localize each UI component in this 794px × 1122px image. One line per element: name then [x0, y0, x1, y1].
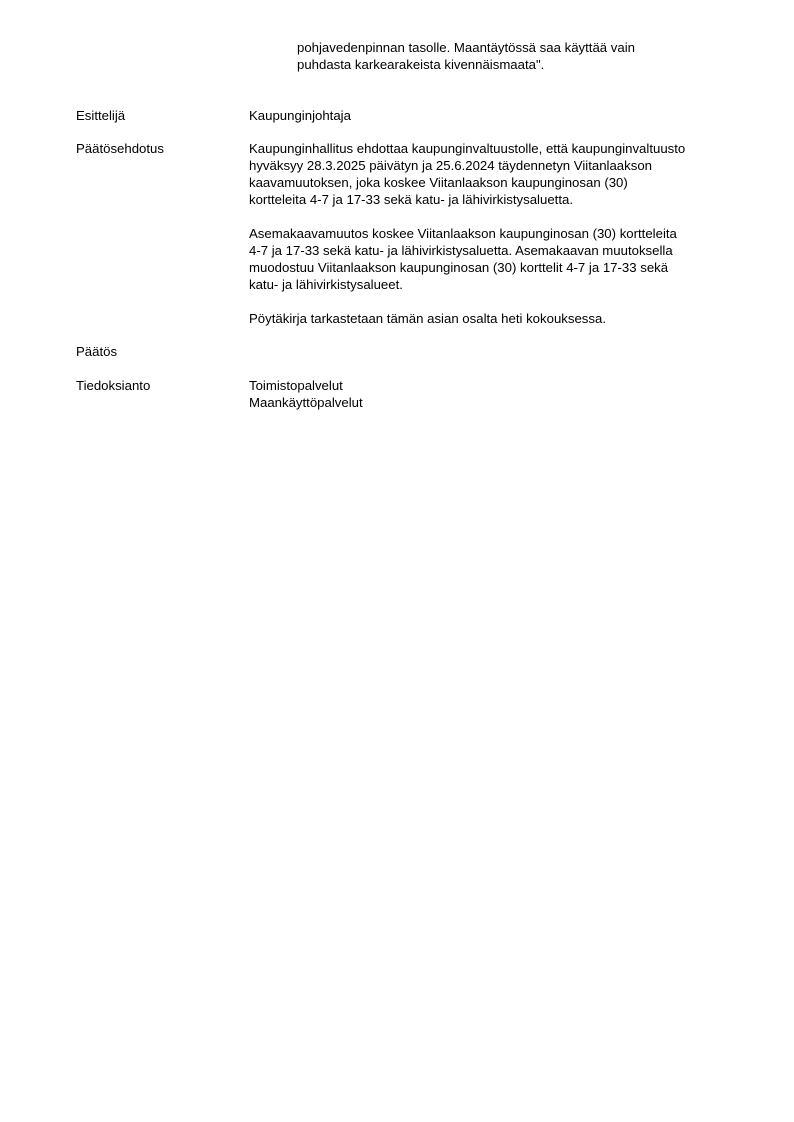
proposal-paragraph: [249, 225, 739, 293]
proposal-line: 4-7 ja 17-33 sekä katu- ja lähivirkistysaluetta. Asemakaavan muutoksella: [249, 243, 673, 258]
proposal-paragraph: [249, 140, 739, 208]
proposal-line: katu- ja lähivirkistysalueet.: [249, 277, 403, 292]
presenter-label: Esittelijä: [76, 108, 126, 123]
proposal-line: kaavamuutoksen, joka koskee Viitanlaakson kaupunginosan (30): [249, 175, 628, 190]
proposal-line: muodostuu Viitanlaakson kaupunginosan (30) korttelit 4-7 ja 17-33 sekä: [249, 260, 669, 275]
notification-recipients: [249, 377, 739, 411]
notification-label: Tiedoksianto: [76, 378, 151, 393]
quoted-text-continuation: [297, 39, 737, 73]
quote-line: pohjavedenpinnan tasolle. Maantäytössä saa käyttää vain: [297, 40, 635, 55]
decision-proposal-text: [249, 140, 739, 327]
decision-label: Päätös: [76, 344, 118, 359]
proposal-line: hyväksyy 28.3.2025 päivätyn ja 25.6.2024 täydennetyn Viitanlaakson: [249, 158, 652, 173]
proposal-line: Asemakaavamuutos koskee Viitanlaakson kaupunginosan (30) kortteleita: [249, 226, 677, 241]
recipient-item: Toimistopalvelut: [249, 378, 343, 393]
decision-proposal-label: Päätösehdotus: [76, 141, 164, 156]
recipient-item: Maankäyttöpalvelut: [249, 395, 363, 410]
proposal-line: kortteleita 4-7 ja 17-33 sekä katu- ja lähivirkistysaluetta.: [249, 192, 573, 207]
presenter-value: Kaupunginjohtaja: [249, 108, 351, 123]
proposal-paragraph: [249, 310, 739, 327]
proposal-line: Kaupunginhallitus ehdottaa kaupunginvaltuustolle, että kaupunginvaltuusto: [249, 141, 686, 156]
proposal-line: Pöytäkirja tarkastetaan tämän asian osalta heti kokouksessa.: [249, 311, 606, 326]
quote-line: puhdasta karkearakeista kivennäismaata".: [297, 57, 545, 72]
